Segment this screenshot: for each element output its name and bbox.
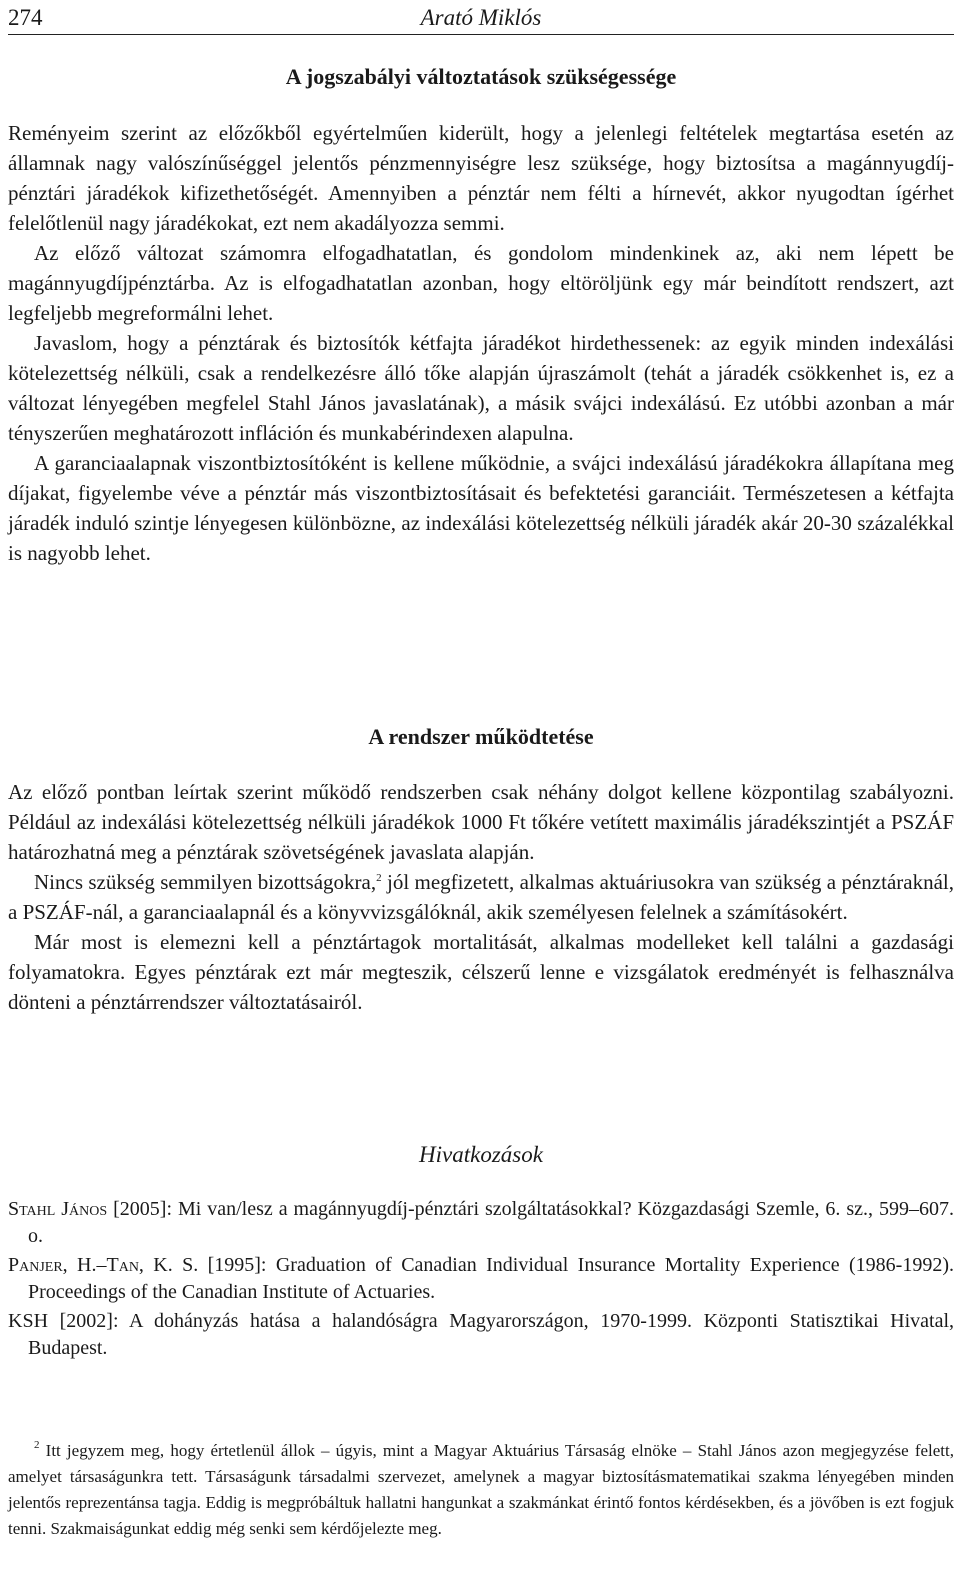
- paragraph: Az előző pontban leírtak szerint működő rendszerben csak néhány dolgot kellene központilag szabályozni. Például az indexálási kötelezettség nélküli járadékok 1000 Ft tőkére vetített maximális járadékszintjét a PSZÁF határozhatná meg a pénztárak szövetségének javaslata alapján.: [8, 780, 954, 864]
- reference-item: [8, 1196, 954, 1250]
- paragraph: Javaslom, hogy a pénztárak és biztosítók kétfajta járadékot hirdethessenek: az egyik minden indexálási kötelezettség nélküli, csak a rendelkezésre álló tőke alapján újraszámolt (tehát a járadék csökkenhet is, ez a változat lényegében megfelel Stahl János javaslatának), a másik svájci indexálású. Ez utóbbi azonban a már tényszerűen meghatározott infláción és munkabérindexen alapulna.: [8, 331, 954, 445]
- reference-text: KSH [2002]: A dohányzás hatása a halandóságra Magyarországon, 1970-1999. Központi Statisztikai Hivatal, Budapest.: [8, 1310, 954, 1359]
- reference-text: [1995]: Graduation of Canadian Individual Insurance Mortality Experience (1986-1992). Proceedings of the Canadian Institute of Actuaries.: [28, 1254, 954, 1303]
- reference-item: [8, 1308, 954, 1362]
- paragraph: A garanciaalapnak viszontbiztosítóként is kellene működnie, a svájci indexálású járadékokra állapítana meg díjakat, figyelembe véve a pénztár más viszontbiztosításait és befektetési garanciáit. Természetesen a kétfajta járadék induló szintje lényegesen különbözne, az indexálási kötelezettség nélküli járadék akár 20-30 százalékkal is nagyobb lehet.: [8, 451, 954, 565]
- footnote-text: [8, 1438, 954, 1542]
- paragraph-text: Nincs szükség semmilyen bizottságokra,: [34, 870, 377, 894]
- running-header: [8, 4, 954, 35]
- section-title-legal-changes: A jogszabályi változtatások szükségessége: [285, 64, 677, 89]
- paragraph: Az előző változat számomra elfogadhatatlan, és gondolom mindenkinek az, aki nem lépett be magánnyugdíjpénztárba. Az is elfogadhatatlan azonban, hogy eltöröljünk egy már beindított rendszert, azt legfeljebb megreformálni lehet.: [8, 241, 954, 325]
- paragraph-text: jól megfizetett, alkalmas aktuáriusokra van szükség a pénztáraknál, a PSZÁF-nál, a garanciaalapnál és a könyvvizsgálóknál, akik személyesen felelnek a számításokért.: [8, 870, 954, 924]
- footnote-reference[interactable]: 2: [376, 872, 382, 884]
- footnote: [8, 1438, 954, 1542]
- reference-item: [8, 1252, 954, 1306]
- page-number: 274: [8, 5, 43, 30]
- footnote-mark: 2: [34, 1439, 40, 1451]
- section-system-operation-body: [8, 777, 954, 1017]
- reference-list: [8, 1196, 954, 1364]
- section-title-system-operation: A rendszer működtetése: [368, 724, 594, 749]
- section-legal-changes-body: [8, 118, 954, 568]
- footnote-body: Itt jegyzem meg, hogy értetlenül állok – úgyis, mint a Magyar Aktuárius Társaság elnöke – Stahl János azon megjegyzése felett, amelyet társaságunkra tett. Társaságunk társadalmi szervezet, amelynek a magyar biztosításmatematikai szakma lényegében minden jelentős reprezentánsa tagja. Eddig is megpróbáltuk hallatni hangunkat a szakmánkat érintő fontos kérdésekben, és a jövőben is ezt fogjuk tenni. Szakmaiságunkat eddig még senki sem kérdőjelezte meg.: [8, 1441, 954, 1538]
- reference-author: Stahl János: [8, 1198, 108, 1220]
- reference-author: Panjer, H.–Tan, K. S.: [8, 1254, 199, 1276]
- running-author: Arató Miklós: [420, 5, 542, 30]
- paragraph: Már most is elemezni kell a pénztártagok mortalitását, alkalmas modelleket kell találni a gazdasági folyamatokra. Egyes pénztárak ezt már megteszik, célszerű lenne e vizsgálatok eredményét is felhasználva dönteni a pénztárrendszer változtatásairól.: [8, 930, 954, 1014]
- reference-text: [2005]: Mi van/lesz a magánnyugdíj-pénztári szolgáltatásokkal? Közgazdasági Szemle, 6. sz., 599–607. o.: [28, 1198, 954, 1247]
- references-title: Hivatkozások: [419, 1142, 543, 1167]
- paragraph: Reményeim szerint az előzőkből egyértelműen kiderült, hogy a jelenlegi feltételek megtartása esetén az államnak nagy valószínűséggel jelentős pénzmennyiségre lesz szüksége, hogy biztosítsa a magánnyugdíj-pénztári járadékok kifizethetőségét. Amennyiben a pénztár nem félti a hírnevét, akkor nyugodtan ígérhet felelőtlenül nagy járadékokat, ezt nem akadályozza semmi.: [8, 121, 954, 235]
- paragraph: [8, 867, 954, 927]
